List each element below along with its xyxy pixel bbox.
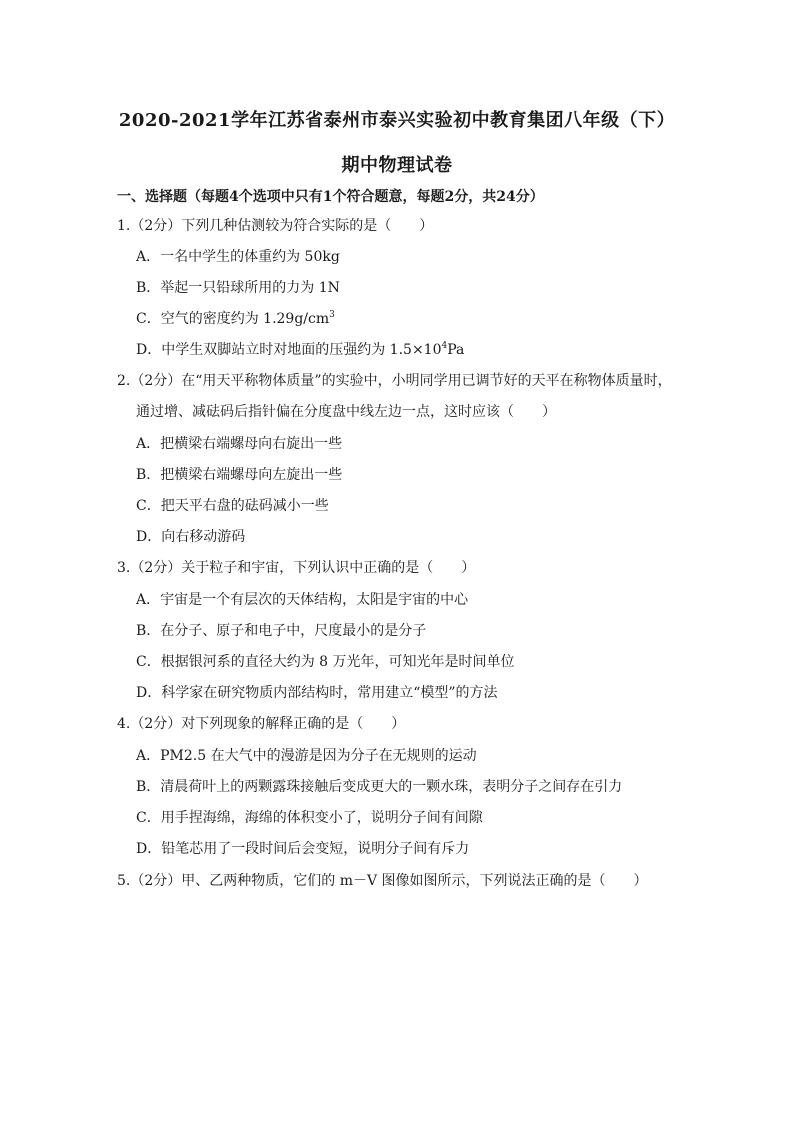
section-heading: 一、选择题（每题4个选项中只有1个符合题意，每题2分，共24分）	[117, 189, 544, 205]
question-4-stem: 4.（2分）对下列现象的解释正确的是（ ）	[117, 716, 406, 732]
exam-title-line-2: 期中物理试卷	[341, 155, 453, 176]
question-1-option-b: B．举起一只铅球所用的力为 1N	[136, 280, 340, 296]
question-4-option-d: D．铅笔芯用了一段时间后会变短，说明分子间有斥力	[136, 841, 470, 857]
question-3-stem: 3.（2分）关于粒子和宇宙，下列认识中正确的是（ ）	[117, 560, 476, 576]
question-4-option-b: B．清晨荷叶上的两颗露珠接触后变成更大的一颗水珠，表明分子之间存在引力	[136, 779, 623, 795]
question-2-option-b: B．把横梁右端螺母向左旋出一些	[136, 467, 343, 483]
question-2-option-d: D．向右移动游码	[136, 529, 246, 545]
question-5-stem: 5.（2分）甲、乙两种物质，它们的 m－V 图像如图所示，下列说法正确的是（ ）	[117, 873, 648, 889]
question-4-option-c: C．用手捏海绵，海绵的体积变小了，说明分子间有间隙	[136, 810, 483, 826]
question-1-option-c-exponent: 3	[329, 310, 335, 320]
question-2-stem: 2.（2分）在“用天平称物体质量”的实验中，小明同学用已调节好的天平在称物体质量时，	[117, 373, 672, 389]
question-1-option-c-text: C．空气的密度约为 1.29g/cm	[136, 311, 330, 327]
question-1-option-d-unit: Pa	[447, 342, 465, 358]
question-1-option-d-text: D．中学生双脚站立时对地面的压强约为 1.5×10	[136, 342, 442, 358]
question-3-option-b: B．在分子、原子和电子中，尺度最小的是分子	[136, 623, 427, 639]
question-1-stem: 1.（2分）下列几种估测较为符合实际的是（ ）	[117, 218, 434, 234]
question-4-option-a: A．PM2.5 在大气中的漫游是因为分子在无规则的运动	[136, 748, 477, 764]
question-1-option-c	[136, 309, 335, 329]
question-1-option-a: A．一名中学生的体重约为 50kg	[136, 249, 340, 265]
question-1-option-d	[136, 340, 464, 360]
question-3-option-d: D．科学家在研究物质内部结构时，常用建立“模型”的方法	[136, 685, 498, 701]
question-3-option-a: A．宇宙是一个有层次的天体结构，太阳是宇宙的中心	[136, 592, 469, 608]
exam-title-line-1: 2020-2021学年江苏省泰州市泰兴实验初中教育集团八年级（下）	[118, 110, 676, 131]
question-1-option-d-exponent: 4	[441, 341, 448, 351]
question-2-option-c: C．把天平右盘的砝码减小一些	[136, 498, 329, 514]
question-3-option-c: C．根据银河系的直径大约为 8 万光年，可知光年是时间单位	[136, 654, 515, 670]
question-2-stem-continued: 通过增、减砝码后指针偏在分度盘中线左边一点，这时应该（ ）	[136, 404, 556, 420]
question-2-option-a: A．把横梁右端螺母向右旋出一些	[136, 436, 343, 452]
